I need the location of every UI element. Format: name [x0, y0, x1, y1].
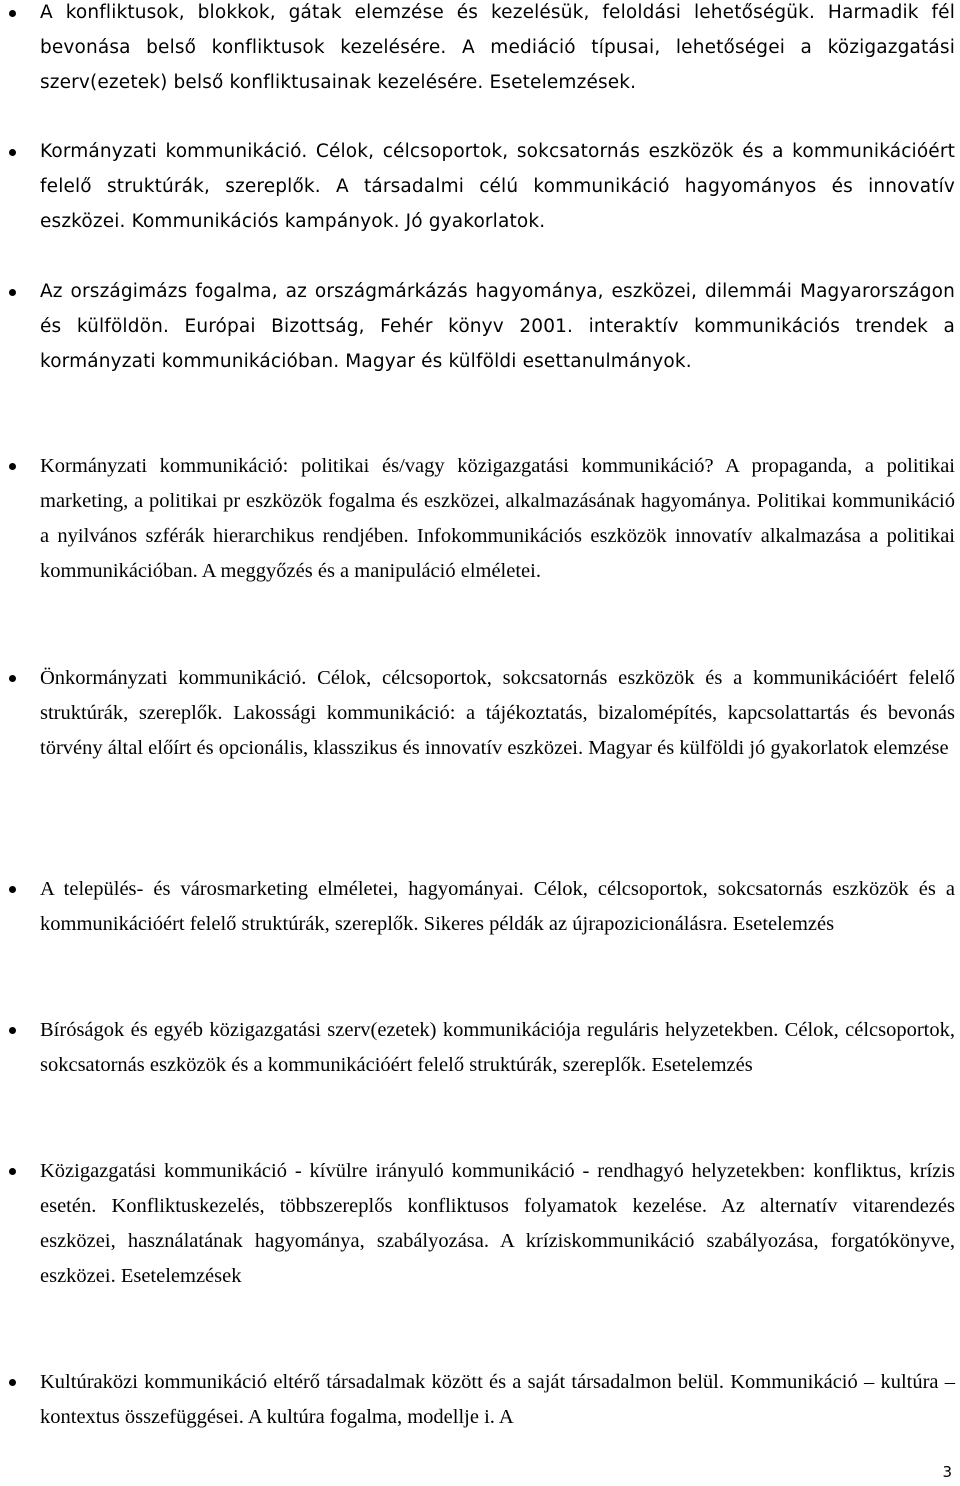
bullet-icon [9, 675, 16, 682]
bullet-icon [9, 289, 16, 296]
list-item-text: Kormányzati kommunikáció. Célok, célcsoportok, sokcsatornás eszközök és a kommunikációért felelő struktúrák, szereplők. A társadalmi célú kommunikáció hagyományos és innovatív eszközei. Kommunikációs kampányok. Jó gyakorlatok. [40, 141, 955, 232]
page-number: 3 [942, 1463, 952, 1481]
list-item-text: A konfliktusok, blokkok, gátak elemzése és kezelésük, feloldási lehetőségük. Harmadik fél bevonása belső konfliktusok kezelésére. A mediáció típusai, lehetőségei a közigazgatási szerv(ezetek) belső konfliktusainak kezelésére. Esetelemzések. [40, 2, 955, 93]
list-item-text: Bíróságok és egyéb közigazgatási szerv(ezetek) kommunikációja reguláris helyzetekben. Célok, célcsoportok, sokcsatornás eszközök és a kommunikációért felelő struktúrák, szereplők. Esetelemzés [40, 1019, 955, 1076]
bullet-icon [9, 1027, 16, 1034]
bullet-icon [9, 1168, 16, 1175]
list-item-text: Önkormányzati kommunikáció. Célok, célcsoportok, sokcsatornás eszközök és a kommunikációért felelő struktúrák, szereplők. Lakossági kommunikáció: a tájékoztatás, bizalomépítés, kapcsolattartás és bevonás törvény által előírt és opcionális, klasszikus és innovatív eszközei. Magyar és külföldi jó gyakorlatok elemzése [40, 667, 955, 759]
list-item-text: Kormányzati kommunikáció: politikai és/vagy közigazgatási kommunikáció? A propaganda, a politikai marketing, a politikai pr eszközök fogalma és eszközei, alkalmazásának hagyománya. Politikai kommunikáció a nyilvános szférák hierarchikus rendjében. Infokommunikációs eszközök innovatív alkalmazása a politikai kommunikációban. A meggyőzés és a manipuláció elméletei. [40, 455, 955, 582]
list-item-text: Kultúraközi kommunikáció eltérő társadalmak között és a saját társadalmon belül. Kommunikáció – kultúra – kontextus összefüggései. A kultúra fogalma, modellje i. A [40, 1371, 955, 1428]
list-item-text: A település- és városmarketing elméletei, hagyományai. Célok, célcsoportok, sokcsatornás eszközök és a kommunikációért felelő struktúrák, szereplők. Sikeres példák az újrapozicionálásra. Esetelemzés [40, 878, 955, 935]
bullet-icon [9, 886, 16, 893]
bullet-icon [9, 10, 16, 17]
list-item-text: Közigazgatási kommunikáció - kívülre irányuló kommunikáció - rendhagyó helyzetekben: konfliktus, krízis esetén. Konfliktuskezelés, többszereplős konfliktusos folyamatok kezelése. Az alternatív vitarendezés eszközei, használatának hagyománya, szabályozása. A kríziskommunikáció szabályozása, forgatókönyve, eszközei. Esetelemzések [40, 1160, 955, 1287]
list-item-text: Az országimázs fogalma, az országmárkázás hagyománya, eszközei, dilemmái Magyarországon és külföldön. Európai Bizottság, Fehér könyv 2001. interaktív kommunikációs trendek a kormányzati kommunikációban. Magyar és külföldi esettanulmányok. [40, 281, 955, 372]
bullet-icon [9, 463, 16, 470]
bullet-icon [9, 1379, 16, 1386]
bullet-icon [9, 149, 16, 156]
